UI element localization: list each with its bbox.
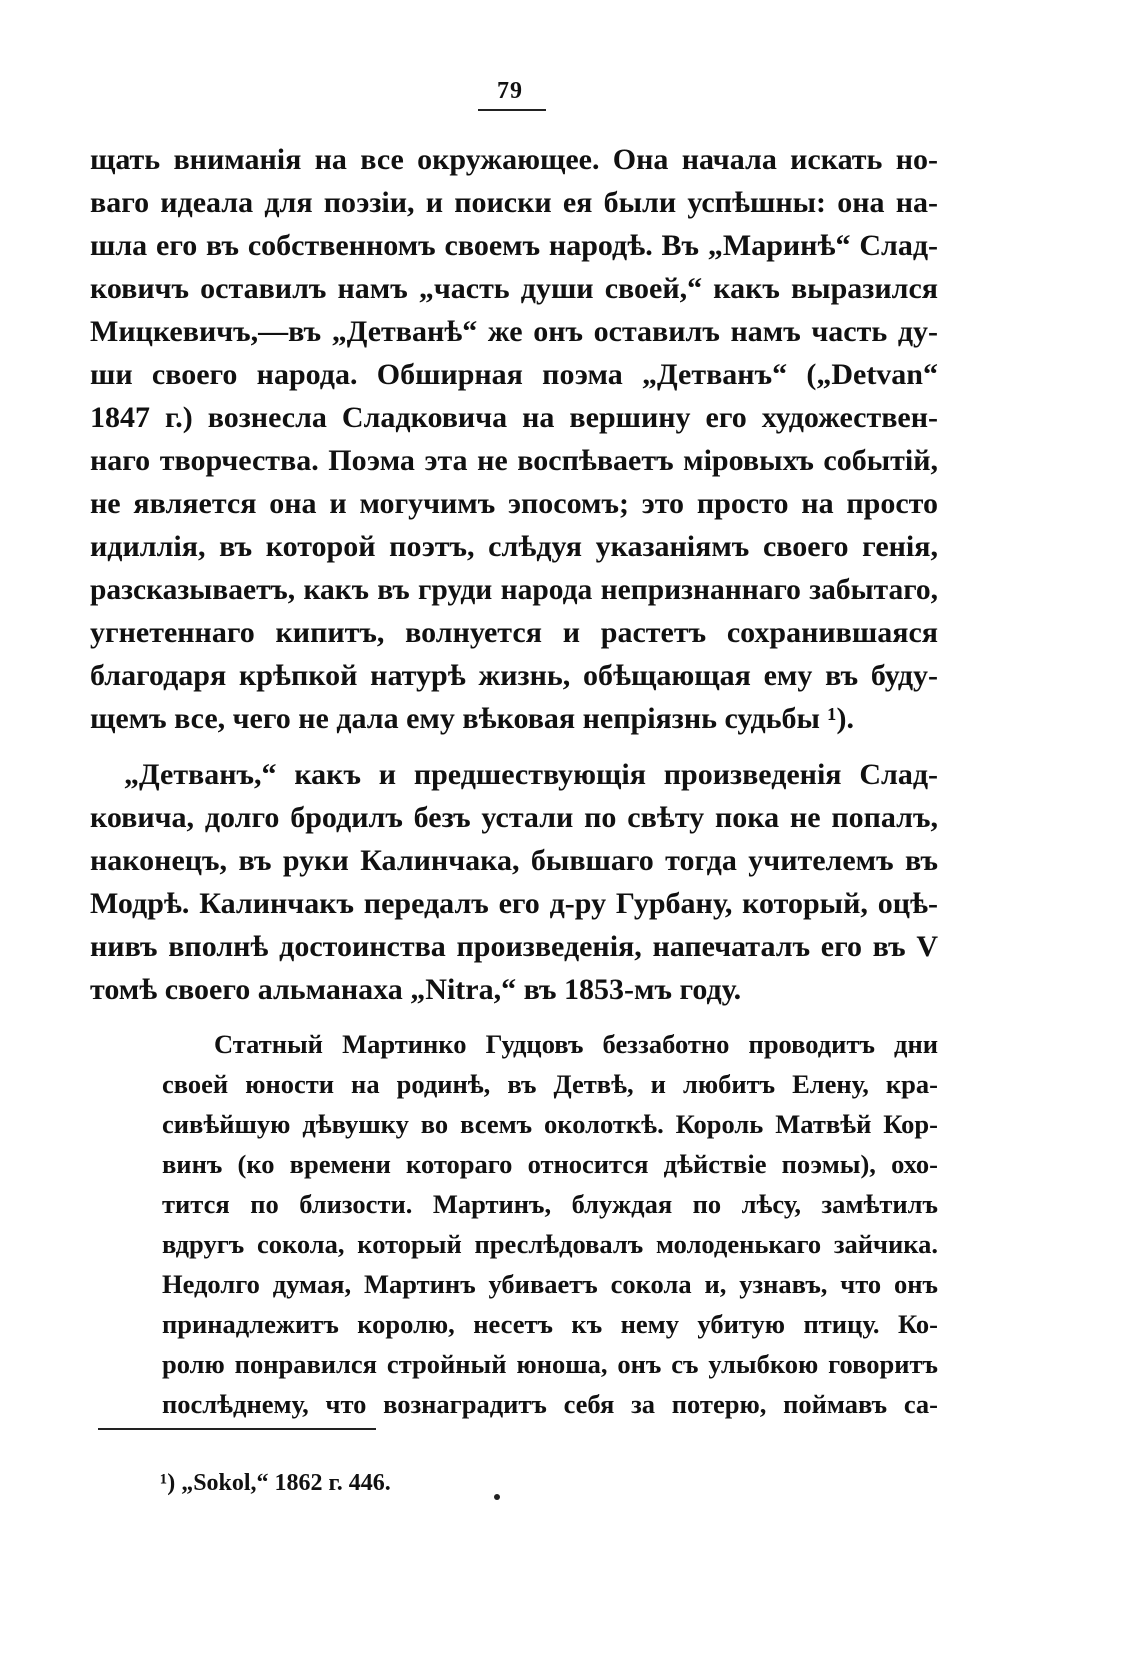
footnote-rule: [98, 1428, 376, 1430]
text-line: разсказываетъ, какъ въ груди народа непризнаннаго забытаго,: [90, 574, 938, 606]
text-line: Мицкевичъ,—въ „Детванѣ“ же онъ оставилъ намъ часть ду-: [90, 315, 938, 348]
text-line: 1847 г.) вознесла Сладковича на вершину его художествен-: [90, 401, 938, 434]
text-line: не является она и могучимъ эпосомъ; это просто на просто: [90, 487, 938, 520]
text-line: ковича, долго бродилъ безъ устали по свѣту пока не попалъ,: [90, 801, 938, 834]
text-line: благодаря крѣпкой натурѣ жизнь, обѣщающая ему въ буду-: [90, 659, 938, 692]
text-line: идиллія, въ которой поэтъ, слѣдуя указаніямъ своего генія,: [90, 530, 938, 563]
ink-speck: [494, 1494, 500, 1500]
text-line: угнетеннаго кипитъ, волнуется и растетъ сохранившаяся: [90, 616, 938, 649]
text-line: Модрѣ. Калинчакъ передалъ его д-ру Гурбану, который, оцѣ-: [90, 887, 938, 920]
text-line: наконецъ, въ руки Калинчака, бывшаго тогда учителемъ въ: [90, 844, 938, 877]
text-line: ковичъ оставилъ намъ „часть души своей,“ какъ выразился: [90, 272, 938, 305]
text-line: щемъ все, чего не дала ему вѣковая непріязнь судьбы ¹).: [90, 702, 854, 735]
summary-line: Статный Мартинко Гудцовъ беззаботно проводитъ дни: [214, 1029, 938, 1059]
text-line: ваго идеала для поэзіи, и поиски ея были успѣшны: она на-: [90, 186, 938, 219]
page-number-rule: [478, 109, 546, 111]
summary-line: винъ (ко времени котораго относится дѣйствіе поэмы), охо-: [162, 1149, 938, 1179]
summary-line: Недолго думая, Мартинъ убиваетъ сокола и, узнавъ, что онъ: [162, 1269, 938, 1299]
text-line: шла его въ собственномъ своемъ народѣ. Въ „Маринѣ“ Слад-: [90, 229, 938, 262]
summary-line: принадлежитъ королю, несетъ къ нему убитую птицу. Ко-: [162, 1309, 938, 1339]
summary-line: своей юности на родинѣ, въ Детвѣ, и любитъ Елену, кра-: [162, 1069, 938, 1099]
text-line: томѣ своего альманаха „Nitra,“ въ 1853-мъ году.: [90, 973, 742, 1006]
text-line: „Детванъ,“ какъ и предшествующія произведенія Слад-: [124, 758, 938, 791]
summary-line: сивѣйшую дѣвушку во всемъ околоткѣ. Король Матвѣй Кор-: [162, 1109, 938, 1139]
text-line: ши своего народа. Обширная поэма „Детванъ“ („Detvan“: [90, 358, 938, 391]
text-line: щать вниманія на все окружающее. Она начала искать но-: [90, 143, 938, 176]
summary-line: вдругъ сокола, который преслѣдовалъ молоденькаго зайчика.: [162, 1229, 938, 1259]
text-line: нивъ вполнѣ достоинства произведенія, напечаталъ его въ V: [90, 930, 938, 963]
text-line: наго творчества. Поэма эта не воспѣваетъ міровыхъ событій,: [90, 444, 938, 477]
footnote: ¹) „Sokol,“ 1862 г. 446.: [160, 1470, 391, 1496]
summary-line: послѣднему, что вознаградитъ себя за потерю, поймавъ са-: [162, 1389, 938, 1419]
summary-line: ролю понравился стройный юноша, онъ съ улыбкою говоритъ: [162, 1349, 938, 1379]
summary-line: тится по близости. Мартинъ, блуждая по лѣсу, замѣтилъ: [162, 1189, 938, 1219]
page-number: 79: [497, 78, 523, 104]
